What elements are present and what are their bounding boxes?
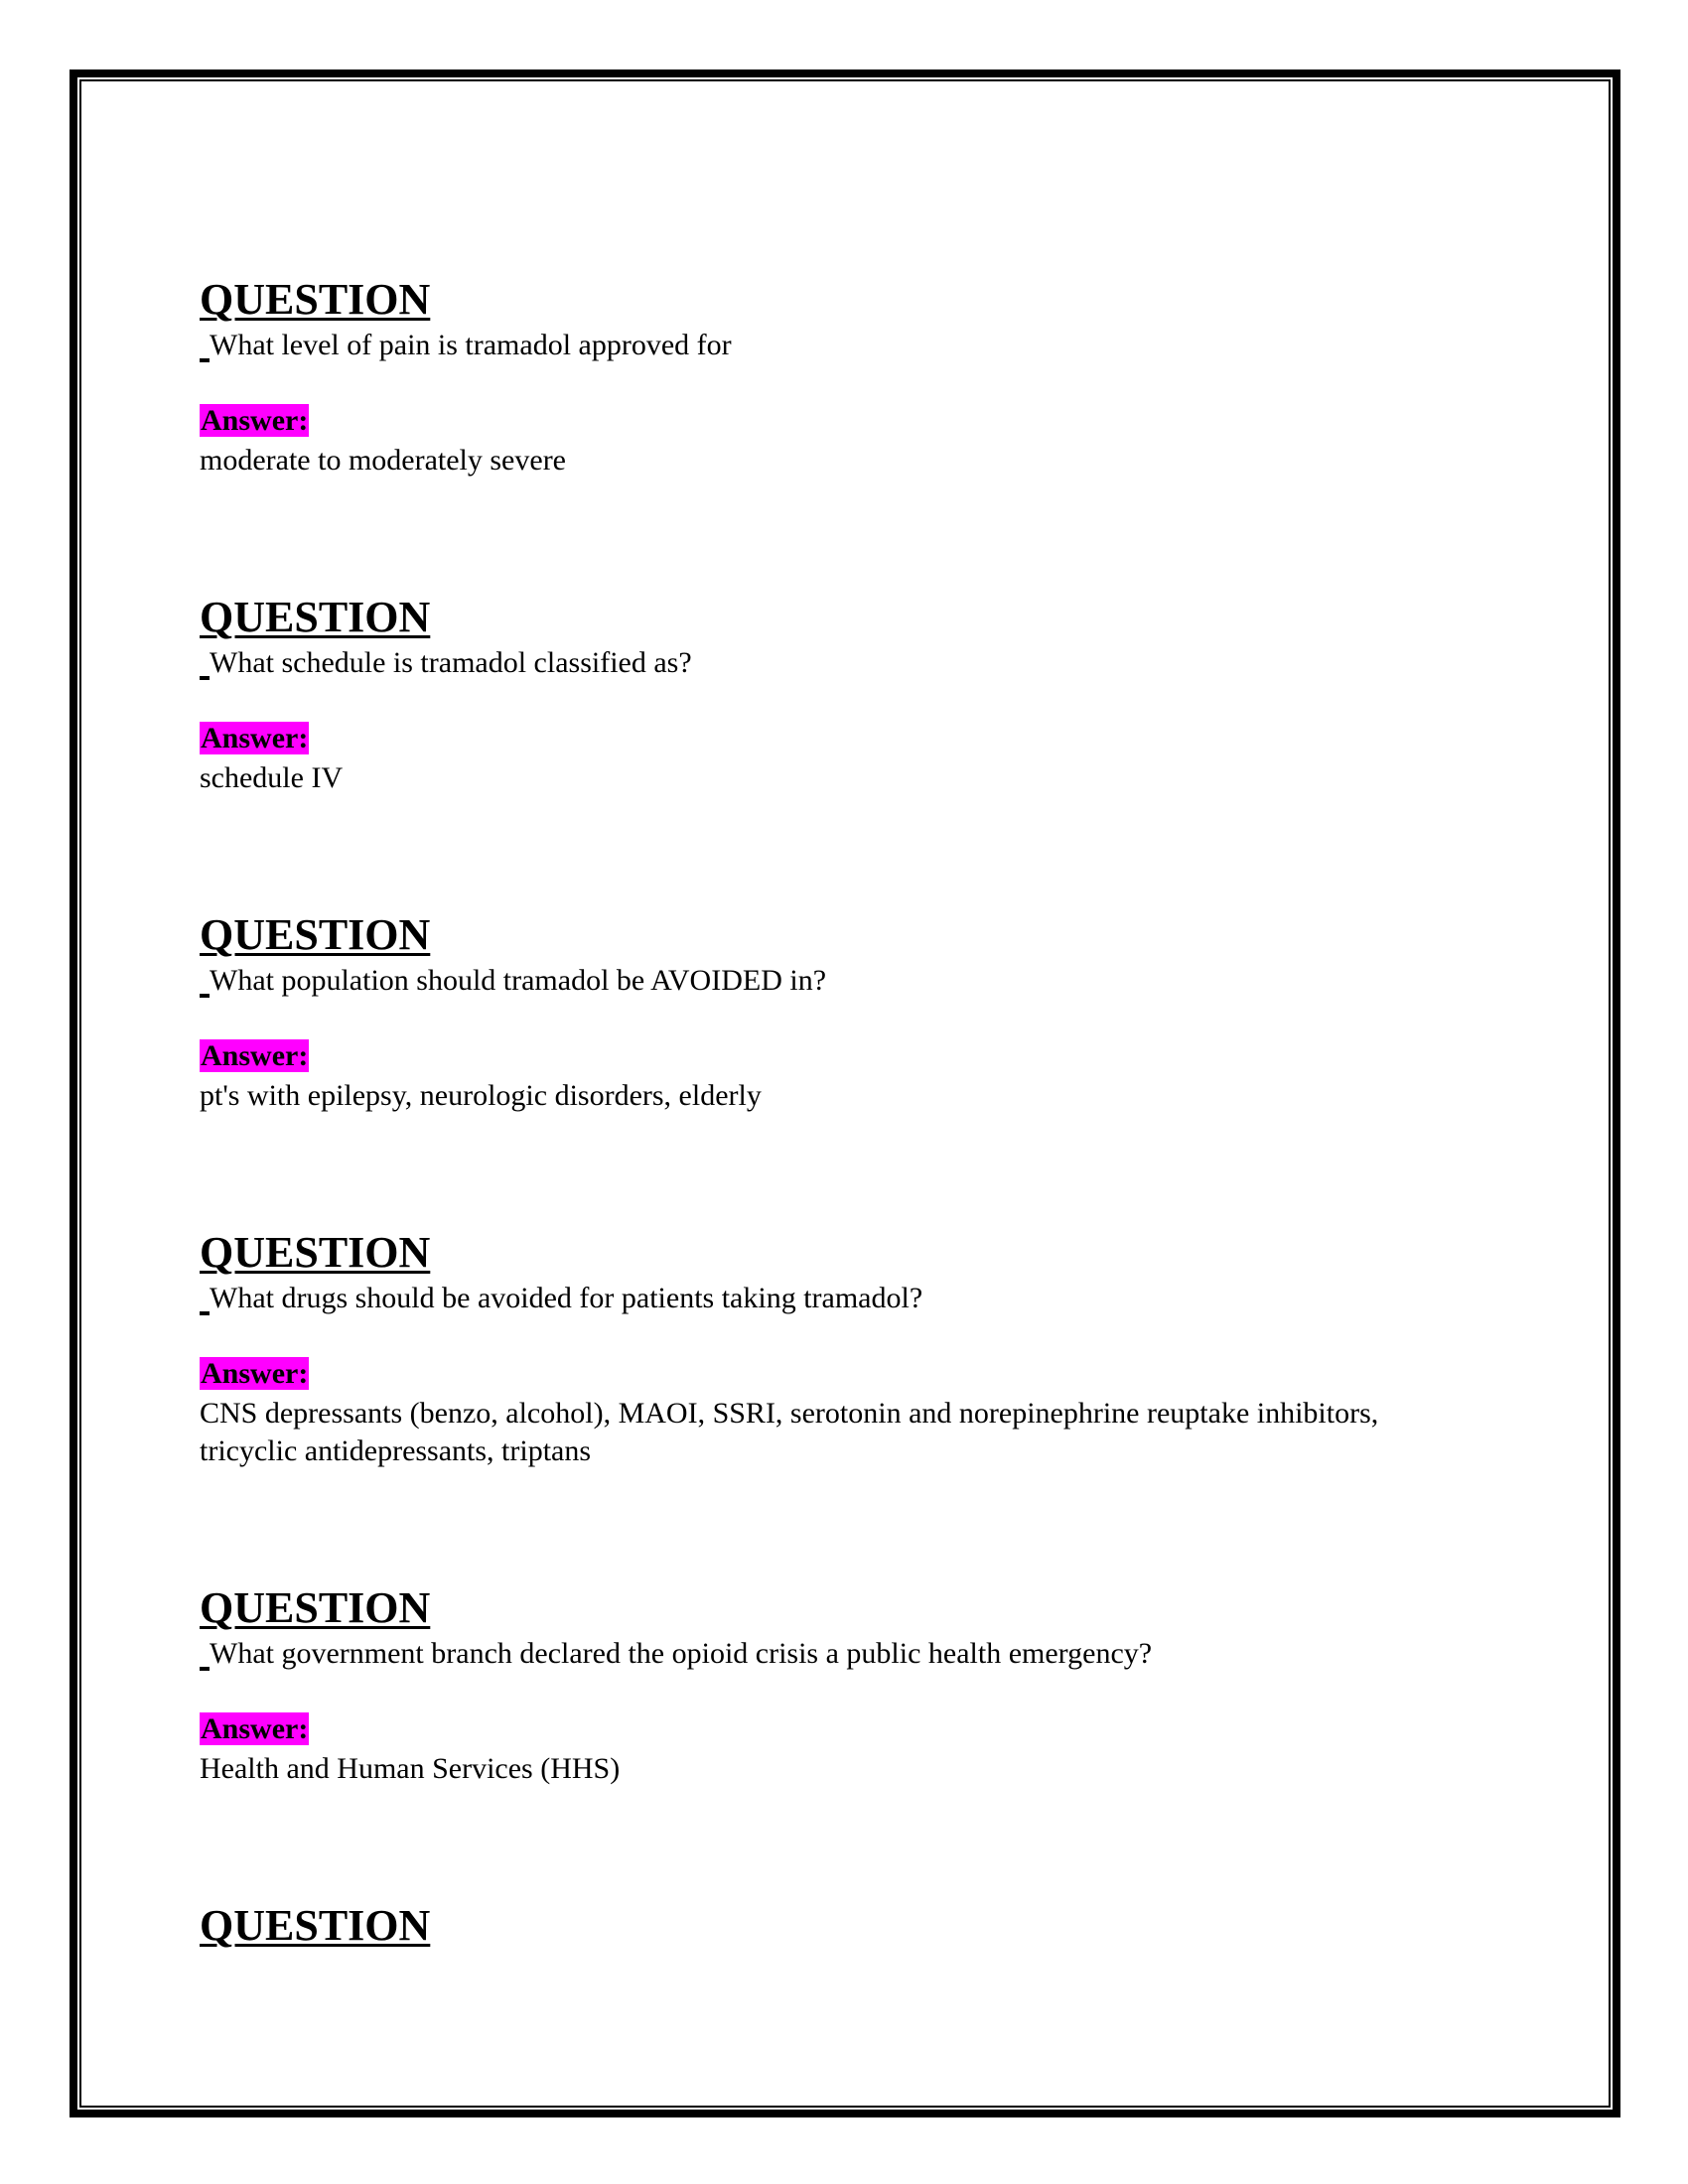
answer-heading: [200, 720, 1490, 757]
dash-mark: [200, 676, 210, 680]
dash-mark: [200, 994, 210, 998]
question-heading: QUESTION: [200, 593, 431, 641]
answer-label: Answer:: [201, 404, 309, 437]
qa-item: [200, 1230, 1490, 1470]
qa-item: [200, 277, 1490, 479]
dash-mark: [200, 1311, 210, 1315]
qa-item-partial: [200, 1903, 1490, 1949]
question-heading: QUESTION: [200, 910, 431, 959]
question-text-content: What drugs should be avoided for patients taking tramadol?: [210, 1282, 923, 1314]
question-heading: QUESTION: [200, 1901, 431, 1950]
answer-label: Answer:: [201, 722, 309, 754]
answer-text: schedule IV: [200, 761, 344, 794]
question-text-content: What population should tramadol be AVOIDED in?: [210, 964, 827, 997]
qa-item: [200, 595, 1490, 797]
answer-heading: [200, 1710, 1490, 1748]
answer-text: Health and Human Services (HHS): [200, 1752, 621, 1785]
answer-heading: [200, 1355, 1490, 1393]
question-text-content: What level of pain is tramadol approved for: [210, 329, 732, 361]
question-text-content: What schedule is tramadol classified as?: [210, 646, 692, 679]
question-text: [200, 1276, 1490, 1321]
question-text-content: What government branch declared the opioid crisis a public health emergency?: [210, 1637, 1153, 1670]
qa-list: [200, 277, 1490, 2064]
qa-item: [200, 912, 1490, 1115]
answer-text: CNS depressants (benzo, alcohol), MAOI, SSRI, serotonin and norepinephrine reuptake inhibitors, tricyclic antidepressants, triptans: [200, 1397, 1379, 1467]
answer-text: pt's with epilepsy, neurologic disorders, elderly: [200, 1079, 762, 1112]
question-heading: QUESTION: [200, 275, 431, 324]
answer-label: Answer:: [201, 1712, 309, 1745]
dash-mark: [200, 358, 210, 362]
question-text: [200, 958, 1490, 1004]
answer-heading: [200, 1037, 1490, 1075]
dash-mark: [200, 1667, 210, 1671]
question-heading: QUESTION: [200, 1583, 431, 1632]
answer-text: moderate to moderately severe: [200, 444, 566, 477]
answer-label: Answer:: [201, 1357, 309, 1390]
question-heading: QUESTION: [200, 1228, 431, 1277]
qa-item: [200, 1585, 1490, 1788]
question-text: [200, 640, 1490, 686]
answer-label: Answer:: [201, 1039, 309, 1072]
answer-heading: [200, 402, 1490, 440]
question-text: [200, 323, 1490, 368]
question-text: [200, 1631, 1490, 1677]
